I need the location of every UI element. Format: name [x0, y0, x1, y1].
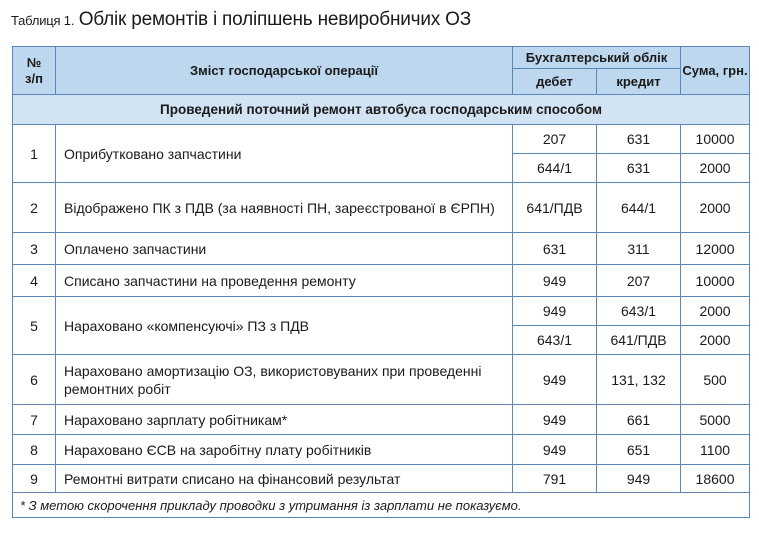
table-row: [13, 125, 750, 154]
caption-title: Облік ремонтів і поліпшень невиробничих ОЗ: [78, 9, 472, 30]
debit-cell: 631: [513, 233, 597, 265]
caption-prefix: Таблиця 1.: [11, 13, 75, 28]
sum-cell: 2000: [681, 326, 750, 355]
sum-cell: 18600: [681, 465, 750, 493]
operation-text: Нараховано амортизацію ОЗ, використовуваних при проведенні ремонтних робіт: [56, 355, 513, 405]
credit-cell: 644/1: [597, 183, 681, 233]
operation-text: Списано запчастини на проведення ремонту: [56, 265, 513, 297]
debit-cell: 207: [513, 125, 597, 154]
header-accounting: Бухгалтерський облік: [513, 47, 681, 69]
credit-cell: 631: [597, 125, 681, 154]
debit-cell: 949: [513, 355, 597, 405]
table-row: [13, 297, 750, 326]
operation-text: Ремонтні витрати списано на фінансовий результат: [56, 465, 513, 493]
table-row: [13, 405, 750, 435]
table-row: [13, 355, 750, 405]
table-row: [13, 265, 750, 297]
sum-cell: 5000: [681, 405, 750, 435]
row-number: 2: [13, 183, 56, 233]
debit-cell: 949: [513, 405, 597, 435]
table-row: [13, 435, 750, 465]
row-number: 3: [13, 233, 56, 265]
row-number: 6: [13, 355, 56, 405]
row-number: 5: [13, 297, 56, 355]
sum-cell: 2000: [681, 297, 750, 326]
debit-cell: 644/1: [513, 154, 597, 183]
sum-cell: 1100: [681, 435, 750, 465]
debit-cell: 949: [513, 435, 597, 465]
sum-cell: 10000: [681, 125, 750, 154]
operation-text: Оплачено запчастини: [56, 233, 513, 265]
sum-cell: 500: [681, 355, 750, 405]
credit-cell: 949: [597, 465, 681, 493]
debit-cell: 643/1: [513, 326, 597, 355]
sum-cell: 12000: [681, 233, 750, 265]
accounting-table: [12, 46, 750, 518]
sum-cell: 2000: [681, 154, 750, 183]
header-content: Зміст господарської операції: [56, 47, 513, 95]
operation-text: Оприбутковано запчастини: [56, 125, 513, 183]
credit-cell: 661: [597, 405, 681, 435]
header-num: № з/п: [13, 47, 56, 95]
credit-cell: 643/1: [597, 297, 681, 326]
operation-text: Нараховано «компенсуючі» ПЗ з ПДВ: [56, 297, 513, 355]
header-sum: Сума, грн.: [681, 47, 750, 95]
section-title: Проведений поточний ремонт автобуса господарським способом: [13, 95, 750, 125]
table-row: [13, 183, 750, 233]
credit-cell: 131, 132: [597, 355, 681, 405]
row-number: 4: [13, 265, 56, 297]
debit-cell: 791: [513, 465, 597, 493]
operation-text: Нараховано ЄСВ на заробітну плату робітників: [56, 435, 513, 465]
row-number: 8: [13, 435, 56, 465]
row-number: 9: [13, 465, 56, 493]
sum-cell: 2000: [681, 183, 750, 233]
debit-cell: 949: [513, 297, 597, 326]
header-debit: дебет: [513, 69, 597, 95]
debit-cell: 641/ПДВ: [513, 183, 597, 233]
credit-cell: 641/ПДВ: [597, 326, 681, 355]
operation-text: Нараховано зарплату робітникам*: [56, 405, 513, 435]
header-credit: кредит: [597, 69, 681, 95]
table-row: [13, 233, 750, 265]
sum-cell: 10000: [681, 265, 750, 297]
credit-cell: 207: [597, 265, 681, 297]
footnote: * З метою скорочення прикладу проводки з утримання із зарплати не показуємо.: [13, 493, 750, 518]
row-number: 1: [13, 125, 56, 183]
credit-cell: 631: [597, 154, 681, 183]
credit-cell: 651: [597, 435, 681, 465]
operation-text: Відображено ПК з ПДВ (за наявності ПН, зареєстрованої в ЄРПН): [56, 183, 513, 233]
credit-cell: 311: [597, 233, 681, 265]
table-row: [13, 465, 750, 493]
table-caption: [11, 9, 471, 31]
row-number: 7: [13, 405, 56, 435]
debit-cell: 949: [513, 265, 597, 297]
